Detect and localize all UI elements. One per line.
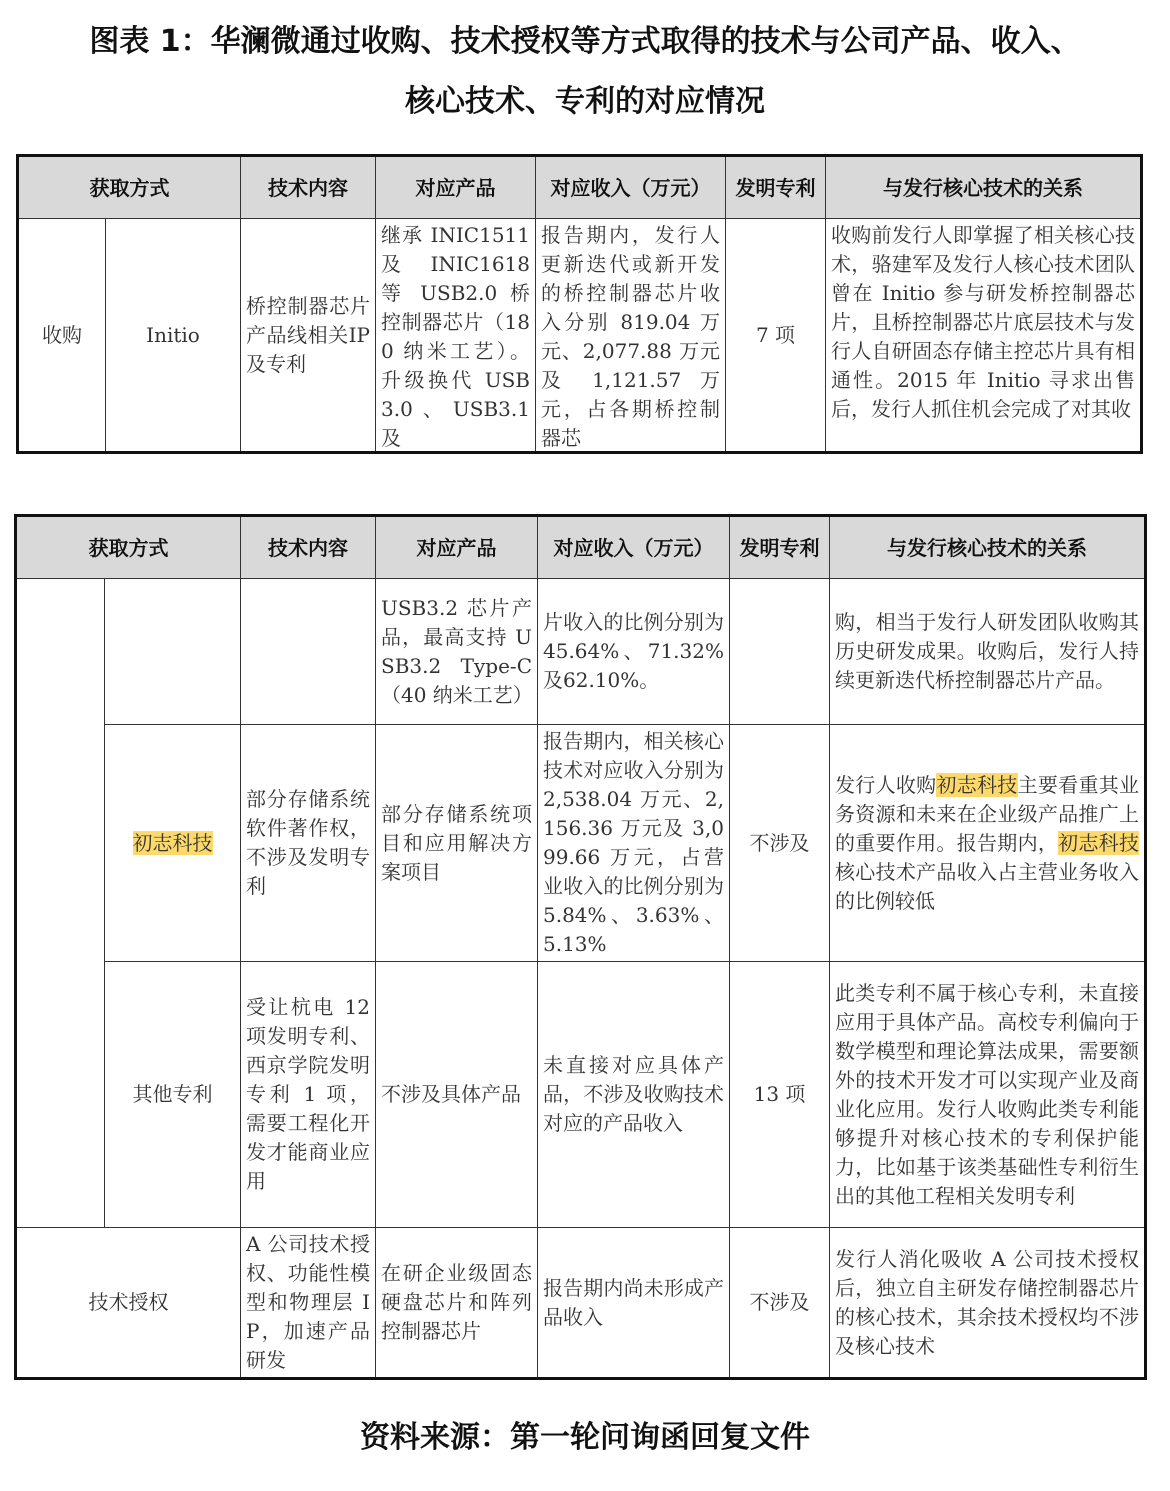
cell-method: 技术授权 — [16, 1228, 241, 1379]
table-row — [16, 1228, 1146, 1379]
header-patent: 发明专利 — [726, 156, 826, 219]
header-product: 对应产品 — [376, 156, 536, 219]
relation-text-a: 发行人收购 — [835, 772, 937, 797]
cell-income: 报告期内，相关核心技术对应收入分别为2,538.04 万元、2,156.36 万元及 3,099.66 万元，占营业收入的比例分别为 5.84%、3.63%、5.13% — [538, 725, 730, 962]
cell-product: 部分存储系统项目和应用解决方案项目 — [376, 725, 538, 962]
cell-product: USB3.2 芯片产品，最高支持 USB3.2 Type-C（40 纳米工艺） — [376, 579, 538, 725]
table-header-row — [18, 156, 1142, 219]
cell-income: 未直接对应具体产品，不涉及收购技术对应的产品收入 — [538, 962, 730, 1228]
header-relation: 与发行核心技术的关系 — [826, 156, 1142, 219]
cell-patent: 7 项 — [726, 219, 826, 453]
cell-patent: 13 项 — [730, 962, 830, 1228]
cell-sub-method: 其他专利 — [105, 962, 241, 1228]
header-income: 对应收入（万元） — [538, 516, 730, 579]
cell-relation — [830, 725, 1146, 962]
cell-income: 报告期内尚未形成产品收入 — [538, 1228, 730, 1379]
table-row — [16, 725, 1146, 962]
cell-relation-text: 收购前发行人即掌握了相关核心技术，骆建军及发行人核心技术团队曾在 Initio 参与研发桥控制器芯片，且桥控制器芯片底层技术与发行人自研固态存储主控芯片具有相通性。2015 年 Initio 寻求出售后，发行人抓住机会完成了对其收 — [831, 223, 1135, 421]
header-tech: 技术内容 — [241, 516, 376, 579]
figure-title-line2: 核心技术、专利的对应情况 — [405, 84, 765, 119]
cell-patent: 不涉及 — [730, 1228, 830, 1379]
relation-text-c: 核心技术产品收入占主营业务收入的比例较低 — [835, 859, 1139, 913]
cell-method: 收购 — [18, 219, 106, 453]
header-income: 对应收入（万元） — [536, 156, 726, 219]
cell-patent-continued — [730, 579, 830, 725]
table-row — [18, 219, 1142, 453]
table-part-2 — [14, 514, 1147, 1380]
cell-relation: 此类专利不属于核心专利，未直接应用于具体产品。高校专利偏向于数学模型和理论算法成果，需要额外的技术开发才可以实现产业及商业化应用。发行人收购此类专利能够提升对核心技术的专利保护能力，比如基于该类基础性专利衍生出的其他工程相关发明专利 — [830, 962, 1146, 1228]
cell-tech: 受让杭电 12 项发明专利、西京学院发明专利 1 项，需要工程化开发才能商业应用 — [241, 962, 376, 1228]
cell-tech-continued — [241, 579, 376, 725]
cell-tech: A 公司技术授权、功能性模型和物理层 IP，加速产品研发 — [241, 1228, 376, 1379]
header-tech: 技术内容 — [241, 156, 376, 219]
cell-product — [376, 219, 536, 453]
table-row — [16, 579, 1146, 725]
highlighted-company: 初志科技 — [936, 772, 1018, 797]
cell-relation: 发行人消化吸收 A 公司技术授权后，独立自主研发存储控制器芯片的核心技术，其余技术授权均不涉及核心技术 — [830, 1228, 1146, 1379]
header-method: 获取方式 — [18, 156, 241, 219]
figure-title-line1: 图表 1：华澜微通过收购、技术授权等方式取得的技术与公司产品、收入、 — [89, 24, 1081, 59]
table-row — [16, 962, 1146, 1228]
cell-product-text: 继承 INIC1511 及 INIC1618 等 USB2.0 桥控制器芯片（180 纳米工艺）。升级换代 USB3.0、USB3.1 及 — [381, 223, 530, 449]
cell-sub-method: Initio — [106, 219, 241, 453]
highlighted-company: 初志科技 — [1058, 830, 1140, 855]
header-method: 获取方式 — [16, 516, 241, 579]
header-patent: 发明专利 — [730, 516, 830, 579]
table-header-row — [16, 516, 1146, 579]
cell-patent: 不涉及 — [730, 725, 830, 962]
cell-income — [536, 219, 726, 453]
source-note: 资料来源：第一轮问询函回复文件 — [360, 1420, 810, 1455]
cell-tech: 桥控制器芯片产品线相关IP及专利 — [241, 219, 376, 453]
cell-method-continued — [16, 579, 105, 1228]
cell-income-text: 报告期内，发行人更新迭代或新开发的桥控制器芯片收入分别 819.04 万元、2,077.88 万元及 1,121.57 万元，占各期桥控制器芯 — [541, 223, 720, 449]
cell-relation — [826, 219, 1142, 453]
cell-sub-continued — [105, 579, 241, 725]
highlighted-company: 初志科技 — [132, 830, 213, 855]
table-part-1 — [16, 154, 1143, 454]
cell-product: 不涉及具体产品 — [376, 962, 538, 1228]
cell-sub-method — [105, 725, 241, 962]
cell-tech: 部分存储系统软件著作权，不涉及发明专利 — [241, 725, 376, 962]
cell-relation: 购，相当于发行人研发团队收购其历史研发成果。收购后，发行人持续更新迭代桥控制器芯片产品。 — [830, 579, 1146, 725]
relation-text-b: 主要看重其业务资源和未来在企业级产品推广上的重要作用。报告期内， — [835, 772, 1140, 855]
cell-product: 在研企业级固态硬盘芯片和阵列控制器芯片 — [376, 1228, 538, 1379]
cell-income: 片收入的比例分别为 45.64%、71.32%及62.10%。 — [538, 579, 730, 725]
header-relation: 与发行核心技术的关系 — [830, 516, 1146, 579]
header-product: 对应产品 — [376, 516, 538, 579]
